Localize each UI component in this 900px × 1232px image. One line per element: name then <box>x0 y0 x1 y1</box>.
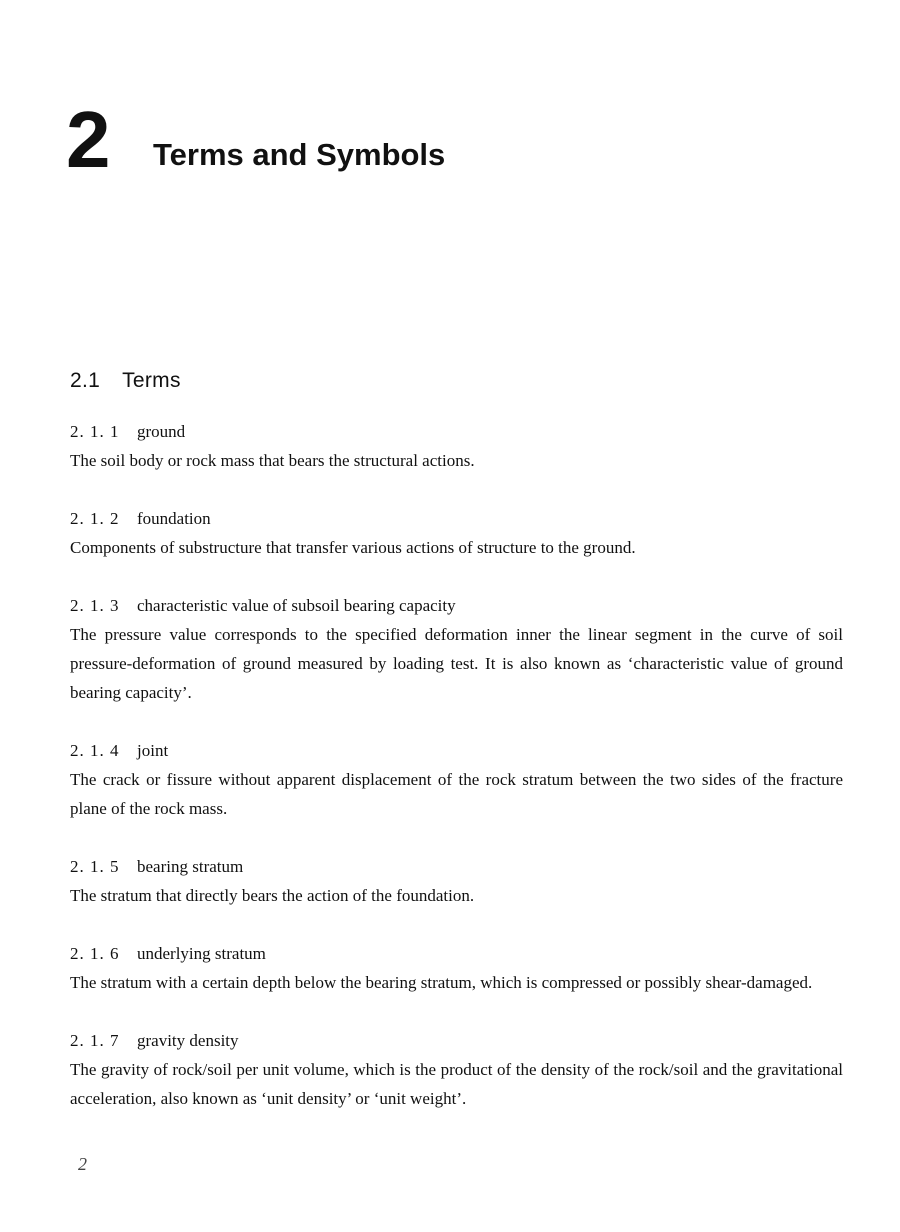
section-number: 2.1 <box>70 369 101 392</box>
term-name: characteristic value of subsoil bearing capacity <box>137 596 456 615</box>
term-definition: The soil body or rock mass that bears the structural actions. <box>70 451 475 470</box>
term-heading <box>70 736 843 765</box>
term-heading <box>70 1026 843 1055</box>
term-entry <box>70 939 843 997</box>
term-heading <box>70 939 843 968</box>
term-definition: The gravity of rock/soil per unit volume, which is the product of the density of the rock/soil and the gravitational acceleration, also known as ‘unit density’ or ‘unit weight’. <box>70 1060 843 1108</box>
term-number: 2. 1. 1 <box>70 422 120 441</box>
term-number: 2. 1. 5 <box>70 857 120 876</box>
term-number: 2. 1. 6 <box>70 944 120 963</box>
term-entry <box>70 591 843 707</box>
term-name: bearing stratum <box>137 857 244 876</box>
terms-list <box>70 417 843 1142</box>
term-number: 2. 1. 4 <box>70 741 120 760</box>
term-heading <box>70 504 843 533</box>
term-definition: The crack or fissure without apparent displacement of the rock stratum between the two sides of the fracture plane of the rock mass. <box>70 770 843 818</box>
section-title: Terms <box>122 369 181 392</box>
term-number: 2. 1. 3 <box>70 596 120 615</box>
term-heading <box>70 852 843 881</box>
term-name: foundation <box>137 509 211 528</box>
term-heading <box>70 417 843 446</box>
chapter-number: 2 <box>66 95 111 184</box>
term-definition: The pressure value corresponds to the specified deformation inner the linear segment in the curve of soil pressure-deformation of ground measured by loading test. It is also known as ‘characteristic value of ground bearing capacity’. <box>70 625 843 702</box>
term-entry <box>70 1026 843 1113</box>
term-entry <box>70 736 843 823</box>
section-heading <box>70 367 181 394</box>
term-entry <box>70 852 843 910</box>
term-entry <box>70 504 843 562</box>
term-heading <box>70 591 843 620</box>
term-definition: The stratum with a certain depth below the bearing stratum, which is compressed or possibly shear-damaged. <box>70 973 813 992</box>
term-name: underlying stratum <box>137 944 266 963</box>
term-definition: The stratum that directly bears the action of the foundation. <box>70 886 475 905</box>
term-number: 2. 1. 7 <box>70 1031 120 1050</box>
term-entry <box>70 417 843 475</box>
term-definition: Components of substructure that transfer various actions of structure to the ground. <box>70 538 636 557</box>
chapter-title: Terms and Symbols <box>153 137 446 172</box>
page-number: 2 <box>78 1154 87 1174</box>
term-name: ground <box>137 422 186 441</box>
term-number: 2. 1. 2 <box>70 509 120 528</box>
term-name: joint <box>137 741 169 760</box>
term-name: gravity density <box>137 1031 239 1050</box>
